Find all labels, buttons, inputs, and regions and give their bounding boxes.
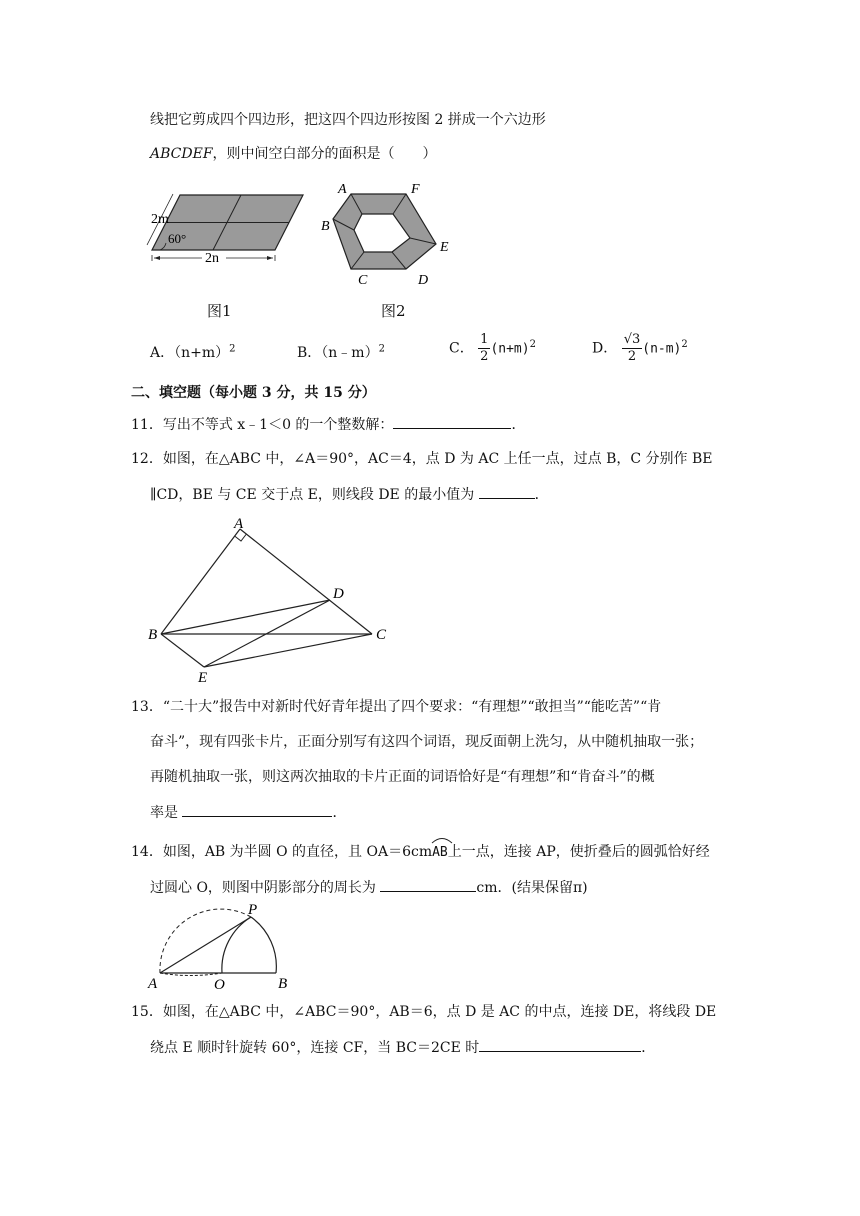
- option-a[interactable]: [150, 342, 236, 362]
- segment-BD: [161, 600, 330, 634]
- q12-figure-triangle: [140, 512, 400, 687]
- section-heading: 二、填空题（每小题 3 分，共 15 分）: [131, 385, 376, 401]
- q14-line2-end: cm．(结果保留π): [476, 880, 588, 896]
- option-b-text: B．（n﹣m）: [297, 345, 379, 361]
- label-B: B: [278, 976, 288, 992]
- option-d-fraction: [622, 332, 643, 365]
- label-D: D: [333, 586, 344, 602]
- q15-answer-blank[interactable]: [479, 1037, 641, 1052]
- option-b-exp: 2: [378, 343, 385, 355]
- label-A: A: [338, 182, 347, 197]
- q15-line2-text: 绕点 E 顺时针旋转 60°，连接 CF，当 BC＝2CE 时: [150, 1040, 480, 1056]
- q12-end: ．: [534, 487, 549, 503]
- label-A: A: [234, 516, 244, 532]
- label-B: B: [321, 219, 330, 234]
- q10-line2: [150, 144, 437, 164]
- q11-answer-blank[interactable]: [393, 414, 511, 429]
- q14-line2-text: 过圆心 O，则图中阴影部分的周长为: [150, 880, 376, 896]
- q14-arc-notation: [432, 842, 448, 863]
- q13-line1: 13．“二十大”报告中对新时代好青年提出了四个要求：“有理想”“敢担当”“能吃苦”“肯: [131, 699, 662, 715]
- q11-text: 11．写出不等式 x﹣1＜0 的一个整数解：: [131, 417, 394, 433]
- option-c-expr: (n+m): [490, 341, 530, 357]
- figure-2-caption: 图2: [381, 302, 406, 320]
- label-D: D: [418, 273, 429, 288]
- option-d-denominator: 2: [627, 349, 637, 364]
- label-C: C: [358, 273, 368, 288]
- segment-CE: [204, 634, 372, 667]
- q14-figure-semicircle: [140, 900, 300, 992]
- figure-1-caption: 图1: [207, 302, 232, 320]
- segment-AP: [160, 917, 251, 973]
- label-2n: 2n: [205, 251, 219, 266]
- option-c-label: C．: [449, 340, 474, 357]
- dashed-arc: [160, 909, 251, 973]
- label-A: A: [148, 976, 158, 992]
- label-60: 60°: [168, 231, 187, 246]
- q13-line2: 奋斗”，现有四张卡片，正面分别写有这四个词语，现反面朝上洗匀，从中随机抽取一张；: [150, 734, 704, 750]
- q10-line1: 线把它剪成四个四边形，把这四个四边形按图 2 拼成一个六边形: [150, 112, 546, 128]
- option-a-exp: 2: [229, 343, 236, 355]
- label-2m: 2m: [151, 212, 169, 227]
- q14-line1-end: 上一点，连接 AP，使折叠后的圆弧恰好经: [447, 844, 710, 860]
- label-C: C: [376, 627, 387, 643]
- q13-end: ．: [332, 805, 347, 821]
- segment-BE: [161, 634, 204, 667]
- option-c-numerator: 1: [480, 332, 489, 347]
- label-F: F: [411, 182, 420, 197]
- option-c-fraction: [478, 332, 490, 365]
- right-angle-mark: [235, 534, 247, 541]
- option-d-exp: 2: [681, 338, 688, 350]
- q14-line1: [131, 842, 710, 863]
- option-a-text: A．（n+m）: [150, 345, 230, 361]
- q15-line2: [150, 1037, 655, 1058]
- q14-arc-label: AB: [432, 845, 448, 860]
- q13-answer-blank[interactable]: [182, 802, 332, 817]
- option-d-expr: (n-m): [642, 341, 682, 357]
- segment-AC: [240, 529, 372, 634]
- option-d-numerator: √3: [623, 332, 641, 347]
- arc-symbol-icon: [431, 836, 453, 844]
- label-P: P: [248, 902, 258, 918]
- q13-line4: [150, 802, 346, 823]
- label-E: E: [198, 670, 208, 686]
- q14-line1-start: 14．如图，AB 为半圆 O 的直径，且 OA＝6cm: [131, 844, 433, 860]
- figure-2-hexagon: [318, 178, 468, 293]
- option-d-label: D．: [592, 340, 618, 357]
- q10-line2-rest: ，则中间空白部分的面积是（ ）: [212, 146, 437, 162]
- figure-1-parallelogram: [140, 185, 320, 275]
- option-c[interactable]: [449, 332, 536, 365]
- arc-PB: [251, 917, 276, 973]
- dim-arrow-left: [154, 256, 160, 260]
- q14-answer-blank[interactable]: [380, 877, 476, 892]
- option-c-exp: 2: [529, 338, 536, 350]
- q12-line2-text: ∥CD，BE 与 CE 交于点 E，则线段 DE 的最小值为: [150, 487, 475, 503]
- q12-line1: 12．如图，在△ABC 中，∠A＝90°，AC＝4，点 D 为 AC 上任一点，过点 B，C 分别作 BE: [131, 451, 713, 467]
- option-d[interactable]: [592, 332, 688, 365]
- q11-end: ．: [511, 417, 526, 433]
- option-c-denominator: 2: [480, 349, 489, 364]
- q12-answer-blank[interactable]: [479, 484, 535, 499]
- q11: [131, 414, 525, 435]
- q15-line1: 15．如图，在△ABC 中，∠ABC＝90°，AB＝6，点 D 是 AC 的中点，连接 DE，将线段 DE: [131, 1004, 717, 1020]
- label-O: O: [214, 977, 225, 992]
- q13-line3: 再随机抽取一张，则这两次抽取的卡片正面的词语恰好是“有理想”和“肯奋斗”的概: [150, 769, 655, 785]
- option-b[interactable]: [297, 342, 385, 362]
- q13-line4-text: 率是: [150, 805, 178, 821]
- label-B: B: [148, 627, 158, 643]
- q14-line2: [150, 877, 588, 898]
- dim-arrow-right: [267, 256, 273, 260]
- segment-AB: [161, 529, 240, 634]
- label-E: E: [440, 240, 449, 255]
- q10-hexagon-name: ABCDEF: [150, 146, 213, 162]
- q15-end: ．: [641, 1040, 656, 1056]
- q12-line2: [150, 484, 549, 505]
